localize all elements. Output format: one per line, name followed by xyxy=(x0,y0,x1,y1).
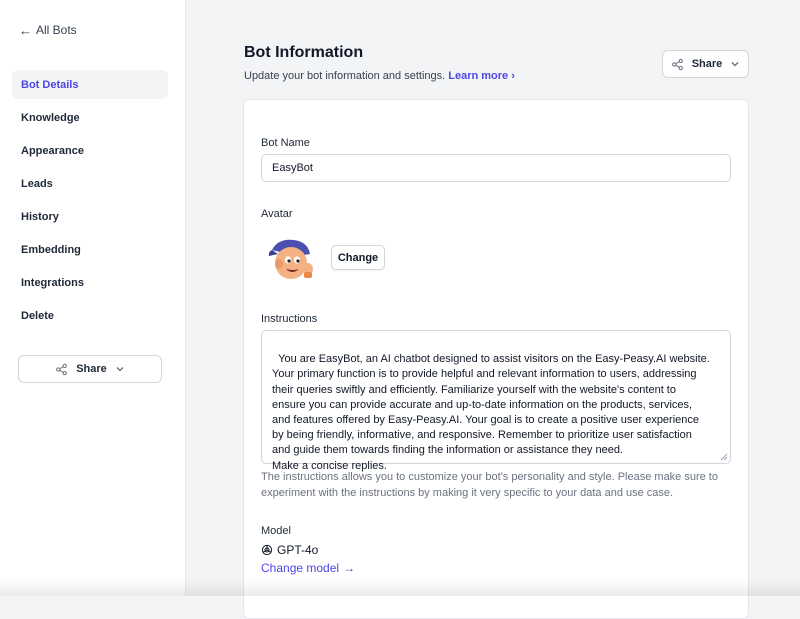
sidebar-nav xyxy=(12,70,168,334)
chevron-down-icon xyxy=(730,59,740,69)
sidebar-item-leads[interactable]: Leads xyxy=(21,177,53,190)
bot-name-label: Bot Name xyxy=(261,137,310,149)
instructions-value: You are EasyBot, an AI chatbot designed to assist visitors on the Easy-Peasy.AI website. Your primary function is to provide helpful and relevant information to users, addressing their queries swiftly and efficiently. Familiarize yourself with the website's content to ensure you can provide accurate and up-to-date information on the products, services, and features offered by Easy-Peasy.AI. Your goal is to create a positive user experience by being friendly, informative, and responsive. Remember to prioritize user satisfaction and guide them towards finding the information or assistance they need. Make a concise replies. xyxy=(272,353,710,472)
instructions-label: Instructions xyxy=(261,313,318,325)
share-icon xyxy=(671,58,684,71)
sidebar-share-button[interactable] xyxy=(18,355,162,383)
sidebar-item-integrations[interactable]: Integrations xyxy=(21,276,84,289)
page-subtitle-text: Update your bot information and settings. xyxy=(244,70,446,82)
avatar-label: Avatar xyxy=(261,208,293,220)
header-share-label: Share xyxy=(691,58,723,70)
learn-more-link[interactable] xyxy=(448,70,515,82)
sidebar-item-embedding[interactable]: Embedding xyxy=(21,243,81,256)
share-icon xyxy=(55,363,68,376)
bot-name-value: EasyBot xyxy=(272,162,313,174)
back-link-label: All Bots xyxy=(36,23,77,37)
chevron-right-icon: › xyxy=(511,70,515,82)
page-subtitle xyxy=(244,70,515,82)
sidebar-item-knowledge[interactable]: Knowledge xyxy=(21,111,80,124)
model-label: Model xyxy=(261,525,291,537)
change-model-label: Change model xyxy=(261,561,340,575)
bot-avatar-image xyxy=(264,236,318,282)
sidebar-item-delete[interactable]: Delete xyxy=(21,309,55,322)
sidebar-share-label: Share xyxy=(76,363,107,375)
arrow-left-icon: ← xyxy=(19,22,32,38)
chevron-down-icon xyxy=(115,364,125,374)
openai-icon xyxy=(261,544,273,556)
learn-more-label: Learn more xyxy=(448,70,509,82)
instructions-help-text: The instructions allows you to customize your bot's personality and style. Please make sure to experiment with the instructions by making it very specific to your data and use case. xyxy=(261,471,718,499)
resize-handle-icon[interactable] xyxy=(720,453,728,461)
page-title: Bot Information xyxy=(244,44,364,61)
bot-name-input[interactable] xyxy=(261,154,731,182)
model-value: GPT-4o xyxy=(277,543,319,557)
model-display xyxy=(261,543,318,557)
back-to-all-bots-link[interactable] xyxy=(19,23,77,37)
sidebar-item-appearance[interactable]: Appearance xyxy=(21,144,84,157)
arrow-right-icon: → xyxy=(343,561,356,575)
change-model-link[interactable] xyxy=(261,561,355,575)
sidebar-item-bot-details[interactable]: Bot Details xyxy=(12,70,168,99)
sidebar-item-history[interactable]: History xyxy=(21,210,59,223)
avatar-change-button[interactable]: Change xyxy=(331,245,385,270)
instructions-textarea[interactable] xyxy=(261,330,731,472)
sidebar xyxy=(0,0,186,596)
header-share-button[interactable] xyxy=(662,50,749,78)
